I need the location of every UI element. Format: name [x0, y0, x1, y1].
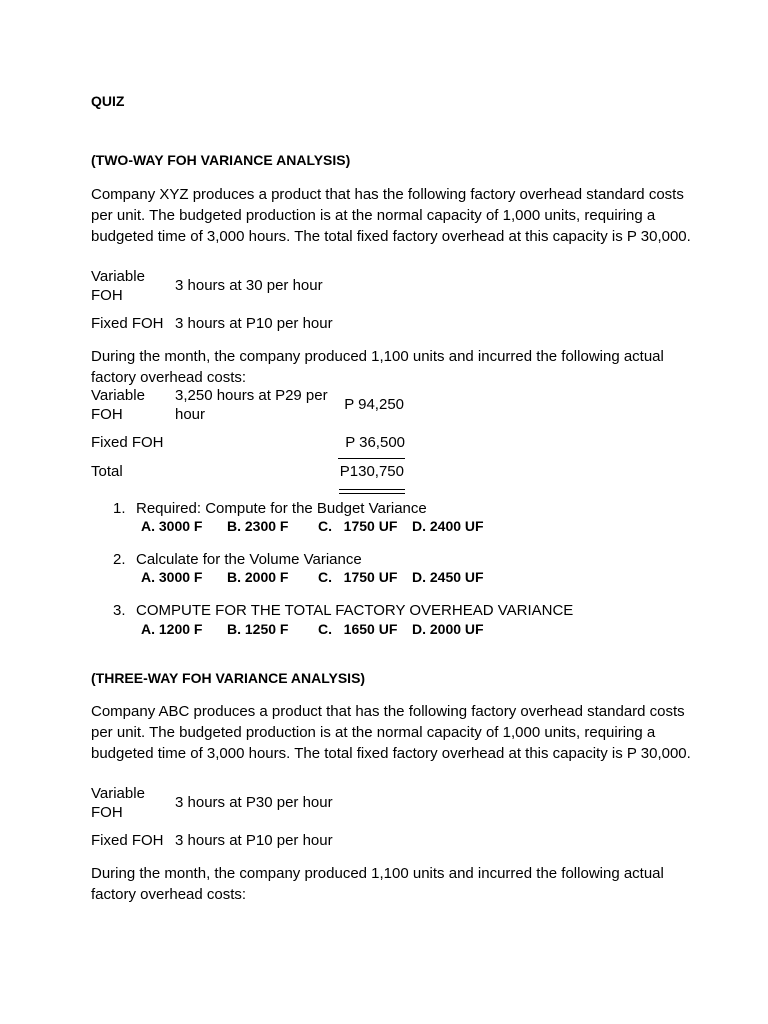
choice-c: C. 1750 UF — [318, 518, 398, 534]
s1-variable-foh-label: Variable FOH — [91, 268, 145, 304]
s1-total-label: Total — [91, 463, 123, 480]
choice-b: B. 2300 F — [227, 518, 289, 534]
s1-actual-fixed-label: Fixed FOH — [91, 434, 164, 451]
s1-actual-variable-label: Variable FOH — [91, 387, 145, 423]
s2-fixed-foh-value: 3 hours at P10 per hour — [175, 832, 333, 849]
choice-a: A. 1200 F — [141, 621, 203, 637]
s1-fixed-foh-label: Fixed FOH — [91, 315, 164, 332]
choice-d: D. 2400 UF — [412, 518, 484, 534]
section1-actual-intro: During the month, the company produced 1,100 units and incurred the following actual factory overhead costs: — [91, 348, 664, 386]
total-double-underline — [339, 489, 405, 494]
s1-total-amount: P130,750 — [339, 463, 404, 480]
section2-actual-intro: During the month, the company produced 1,100 units and incurred the following actual factory overhead costs: — [91, 865, 664, 903]
s1-fixed-foh-value: 3 hours at P10 per hour — [175, 315, 333, 332]
choice-b: B. 1250 F — [227, 621, 289, 637]
s1-actual-variable-desc: 3,250 hours at P29 per hour — [175, 387, 328, 423]
section2-intro: Company ABC produces a product that has the following factory overhead standard costs per unit. The budgeted production is at the normal capacity of 1,000 units, requiring a budgeted time of 3,000 hours. The total fixed factory overhead at this capacity is P 30,000. — [91, 703, 691, 762]
choice-c: C. 1750 UF — [318, 569, 398, 585]
question-3-number: 3. — [113, 602, 126, 619]
choice-d: D. 2000 UF — [412, 621, 484, 637]
section1-intro: Company XYZ produces a product that has the following factory overhead standard costs per unit. The budgeted production is at the normal capacity of 1,000 units, requiring a budgeted time of 3,000 hours. The total fixed factory overhead at this capacity is P 30,000. — [91, 186, 691, 245]
section2-heading: (THREE-WAY FOH VARIANCE ANALYSIS) — [91, 670, 366, 686]
question-3-text: COMPUTE FOR THE TOTAL FACTORY OVERHEAD VARIANCE — [136, 602, 574, 619]
question-1-text: Required: Compute for the Budget Variance — [136, 500, 427, 517]
s1-actual-variable-amount: P 94,250 — [344, 396, 404, 413]
choice-a: A. 3000 F — [141, 569, 203, 585]
s2-variable-foh-label: Variable FOH — [91, 785, 145, 821]
s1-actual-fixed-amount: P 36,500 — [338, 434, 405, 459]
choice-d: D. 2450 UF — [412, 569, 484, 585]
question-1-number: 1. — [113, 500, 126, 517]
s2-fixed-foh-label: Fixed FOH — [91, 832, 164, 849]
s1-variable-foh-value: 3 hours at 30 per hour — [175, 277, 323, 294]
question-2-text: Calculate for the Volume Variance — [136, 551, 362, 568]
s2-variable-foh-value: 3 hours at P30 per hour — [175, 794, 333, 811]
choice-c: C. 1650 UF — [318, 621, 398, 637]
quiz-title: QUIZ — [91, 93, 125, 109]
choice-b: B. 2000 F — [227, 569, 289, 585]
question-2-number: 2. — [113, 551, 126, 568]
section1-heading: (TWO-WAY FOH VARIANCE ANALYSIS) — [91, 152, 351, 168]
choice-a: A. 3000 F — [141, 518, 203, 534]
